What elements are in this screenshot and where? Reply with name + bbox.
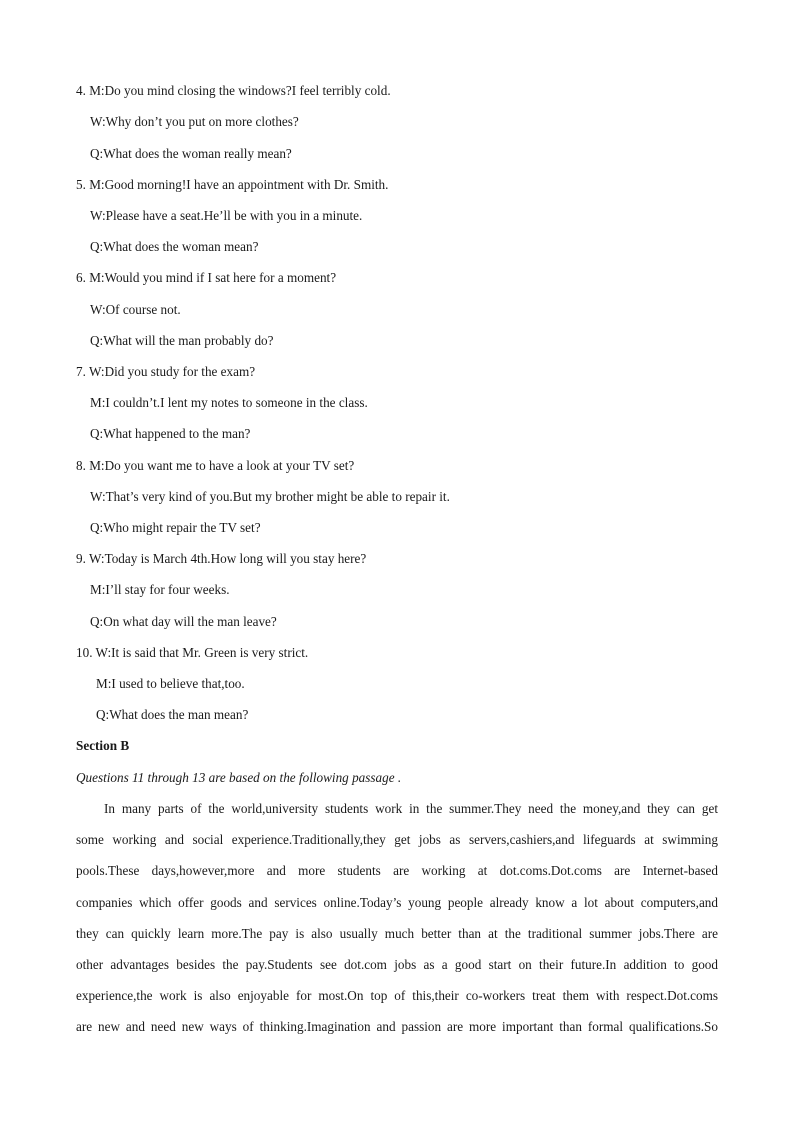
dialogue-7-line-1: 7. W:Did you study for the exam?: [76, 364, 256, 379]
passage-line: some working and social experience.Traditionally,they get jobs as servers,cashiers,and lifeguards at swimming: [76, 832, 718, 848]
passage-line: companies which offer goods and services online.Today’s young people already know a lot about computers,and: [76, 894, 718, 910]
dialogue-9-question: Q:On what day will the man leave?: [90, 614, 277, 629]
dialogue-4-question: Q:What does the woman really mean?: [90, 146, 292, 161]
dialogue-5-line-2: W:Please have a seat.He’ll be with you in a minute.: [90, 208, 363, 223]
dialogue-6-line-1: 6. M:Would you mind if I sat here for a moment?: [76, 270, 337, 285]
dialogue-6-line-2: W:Of course not.: [90, 302, 181, 317]
dialogue-8-line-2: W:That’s very kind of you.But my brother might be able to repair it.: [90, 489, 450, 504]
dialogue-10-question: Q:What does the man mean?: [96, 707, 249, 722]
passage-line: In many parts of the world,university students work in the summer.They need the money,and they can get: [104, 801, 718, 816]
section-heading: Section B: [76, 738, 130, 753]
passage-line: they can quickly learn more.The pay is also usually much better than at the traditional summer jobs.There are: [76, 925, 718, 941]
dialogue-5-line-1: 5. M:Good morning!I have an appointment with Dr. Smith.: [76, 177, 389, 192]
dialogue-7-question: Q:What happened to the man?: [90, 426, 251, 441]
dialogue-4-line-1: 4. M:Do you mind closing the windows?I feel terribly cold.: [76, 83, 391, 98]
dialogue-9-line-1: 9. W:Today is March 4th.How long will you stay here?: [76, 551, 367, 566]
dialogue-10-line-1: 10. W:It is said that Mr. Green is very strict.: [76, 645, 309, 660]
dialogue-10-line-2: M:I used to believe that,too.: [96, 676, 245, 691]
dialogue-4-line-2: W:Why don’t you put on more clothes?: [90, 114, 299, 129]
passage-line: other advantages besides the pay.Students see dot.com jobs as a good start on their future.In addition to good: [76, 956, 718, 972]
passage-line: are new and need new ways of thinking.Imagination and passion are more important than formal qualifications.So: [76, 1019, 718, 1035]
passage-line: experience,the work is also enjoyable for most.On top of this,their co-workers treat them with respect.Dot.coms: [76, 988, 718, 1004]
dialogue-9-line-2: M:I’ll stay for four weeks.: [90, 582, 230, 597]
dialogue-8-line-1: 8. M:Do you want me to have a look at your TV set?: [76, 458, 355, 473]
passage-line: pools.These days,however,more and more students are working at dot.coms.Dot.coms are Internet-based: [76, 863, 718, 879]
passage-paragraph: [76, 801, 718, 1051]
dialogue-6-question: Q:What will the man probably do?: [90, 333, 274, 348]
section-intro: Questions 11 through 13 are based on the following passage .: [76, 770, 402, 785]
dialogue-8-question: Q:Who might repair the TV set?: [90, 520, 261, 535]
dialogue-7-line-2: M:I couldn’t.I lent my notes to someone in the class.: [90, 395, 368, 410]
dialogue-5-question: Q:What does the woman mean?: [90, 239, 259, 254]
